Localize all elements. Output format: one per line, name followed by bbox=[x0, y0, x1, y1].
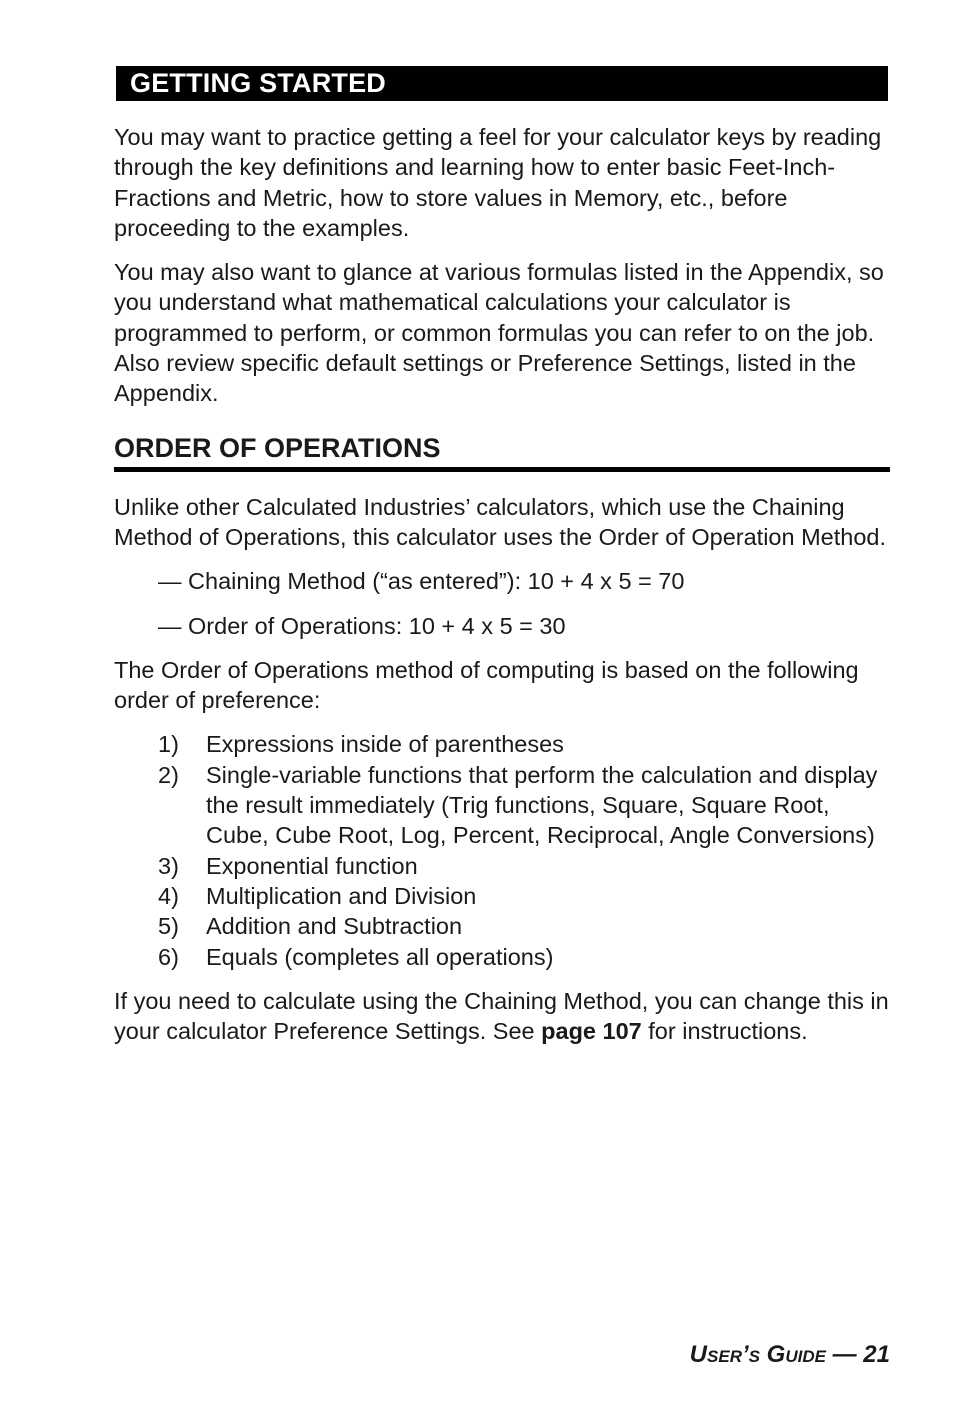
footer-letters: S bbox=[748, 1347, 760, 1366]
footer-page-number: — 21 bbox=[825, 1341, 890, 1368]
list-item-number: 2) bbox=[158, 761, 179, 788]
closing-paragraph bbox=[114, 986, 890, 1047]
list-item-number: 4) bbox=[158, 882, 179, 909]
list-item-number: 3) bbox=[158, 852, 179, 879]
page-reference: page 107 bbox=[541, 1018, 642, 1045]
list-item-number: 1) bbox=[158, 731, 179, 758]
list-item-text: Exponential function bbox=[206, 852, 418, 879]
getting-started-paragraph-1: You may want to practice getting a feel for your calculator keys by reading through the key definitions and learning how to enter basic Feet-Inch-Fractions and Metric, how to store values in Memory, etc., before proceeding to the examples. bbox=[114, 124, 882, 241]
list-item-text: Multiplication and Division bbox=[206, 882, 477, 909]
list-item-number: 6) bbox=[158, 943, 179, 970]
getting-started-paragraph-2: You may also want to glance at various formulas listed in the Appendix, so you understand what mathematical calculations your calculator is programmed to perform, or common formulas you can refer to on the job. Also review specific default settings or Preference Settings, listed in the Appendix. bbox=[114, 259, 884, 407]
footer-letters: SER bbox=[707, 1347, 742, 1366]
preference-intro-paragraph: The Order of Operations method of computing is based on the following order of preference: bbox=[114, 656, 859, 714]
footer-letter: G bbox=[760, 1341, 786, 1368]
list-item-number: 5) bbox=[158, 913, 179, 940]
list-item bbox=[114, 942, 890, 972]
list-item bbox=[114, 851, 890, 881]
list-item bbox=[114, 729, 890, 759]
getting-started-heading: GETTING STARTED bbox=[116, 66, 888, 101]
list-item bbox=[114, 881, 890, 911]
list-item-text: Single-variable functions that perform the calculation and display the result immediately (Trig functions, Square, Square Root, Cube, Cube Root, Log, Percent, Reciprocal, Angle Conversions) bbox=[206, 761, 878, 849]
list-item-text: Addition and Subtraction bbox=[206, 913, 463, 940]
page-content bbox=[114, 66, 890, 1046]
list-item-text: Expressions inside of parentheses bbox=[206, 731, 564, 758]
order-intro-paragraph: Unlike other Calculated Industries’ calculators, which use the Chaining Method of Operations, this calculator uses the Order of Operation Method. bbox=[114, 493, 886, 550]
page-footer bbox=[690, 1341, 890, 1369]
closing-text-after: for instructions. bbox=[641, 1018, 808, 1045]
closing-text-before: If you need to calculate using the Chaining Method, you can change this in your calculator Preference Settings. See bbox=[114, 987, 889, 1045]
footer-apostrophe: ’ bbox=[741, 1341, 749, 1368]
list-item bbox=[114, 911, 890, 941]
list-item bbox=[114, 760, 890, 851]
footer-letters: UIDE bbox=[785, 1347, 826, 1366]
chaining-method-example: — Chaining Method (“as entered”): 10 + 4 x 5 = 70 bbox=[158, 568, 685, 595]
list-item-text: Equals (completes all operations) bbox=[206, 943, 554, 970]
order-of-operations-heading: ORDER OF OPERATIONS bbox=[114, 431, 890, 472]
footer-letter: U bbox=[689, 1341, 708, 1368]
order-of-operations-example: — Order of Operations: 10 + 4 x 5 = 30 bbox=[158, 612, 566, 639]
preference-order-list bbox=[114, 729, 890, 971]
